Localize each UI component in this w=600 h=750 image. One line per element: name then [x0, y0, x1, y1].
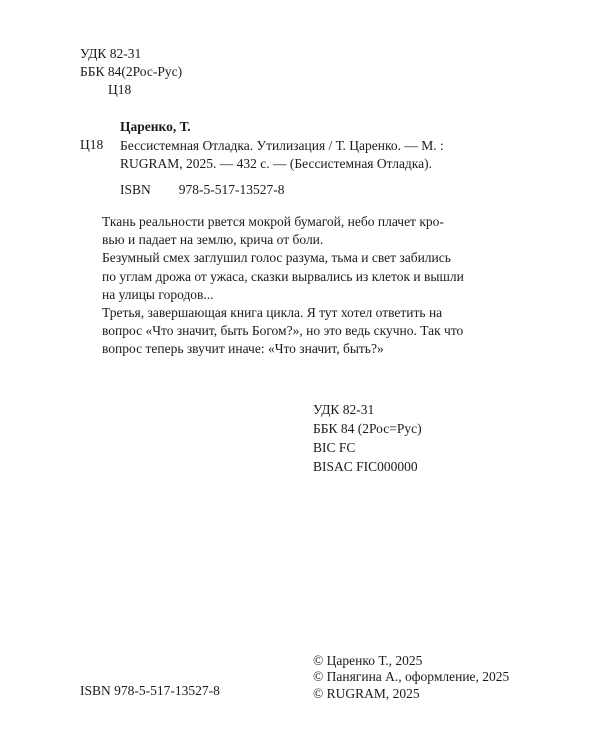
bibliographic-line-1: Бессистемная Отладка. Утилизация / Т. Царенко. — М. :: [120, 137, 444, 153]
bisac-code: BISAC FIC000000: [313, 459, 418, 474]
bic-code: BIC FC: [313, 440, 356, 455]
author-name: Царенко, Т.: [120, 119, 191, 134]
udk-code: УДК 82-31: [80, 46, 142, 61]
annotation-line: вопрос «Что значит, быть Богом?», но это ведь скучно. Так что: [102, 323, 464, 339]
annotation-line: Третья, завершающая книга цикла. Я тут хотел ответить на: [102, 305, 443, 321]
isbn-label: ISBN: [120, 182, 151, 197]
copyright-line: © Царенко Т., 2025: [313, 653, 423, 668]
author-index-mark: Ц18: [80, 137, 104, 152]
classification-codes-block: [313, 400, 422, 476]
annotation-line: Безумный смех заглушил голос разума, тьма и свет забились: [102, 250, 451, 266]
isbn-record: [120, 181, 285, 199]
bibliographic-record: [120, 118, 444, 174]
bibliographic-line-2: RUGRAM, 2025. — 432 с. — (Бессистемная Отладка).: [120, 156, 433, 171]
bbk-code: ББК 84(2Рос-Рус): [80, 64, 183, 79]
udk-code: УДК 82-31: [313, 402, 375, 417]
author-mark: Ц18: [108, 82, 132, 97]
annotation-line: вью и падает на землю, крича от боли.: [102, 232, 324, 248]
isbn-footer: ISBN 978-5-517-13527-8: [80, 683, 220, 698]
copyright-block: [313, 653, 509, 702]
bbk-code: ББК 84 (2Рос=Рус): [313, 421, 422, 436]
annotation-line: по углам дрожа от ужаса, сказки вырвались из клеток и вышли: [102, 268, 464, 284]
copyright-line: © Панягина А., оформление, 2025: [313, 669, 510, 685]
annotation-line: вопрос теперь звучит иначе: «Что значит, быть?»: [102, 341, 384, 357]
copyright-line: © RUGRAM, 2025: [313, 685, 420, 701]
annotation-line: на улицы городов...: [102, 286, 214, 302]
isbn-number: 978-5-517-13527-8: [178, 182, 285, 197]
annotation-line: Ткань реальности рвется мокрой бумагой, небо плачет кро-: [102, 214, 444, 229]
header-classification-codes: [80, 45, 182, 99]
annotation: [102, 213, 464, 359]
